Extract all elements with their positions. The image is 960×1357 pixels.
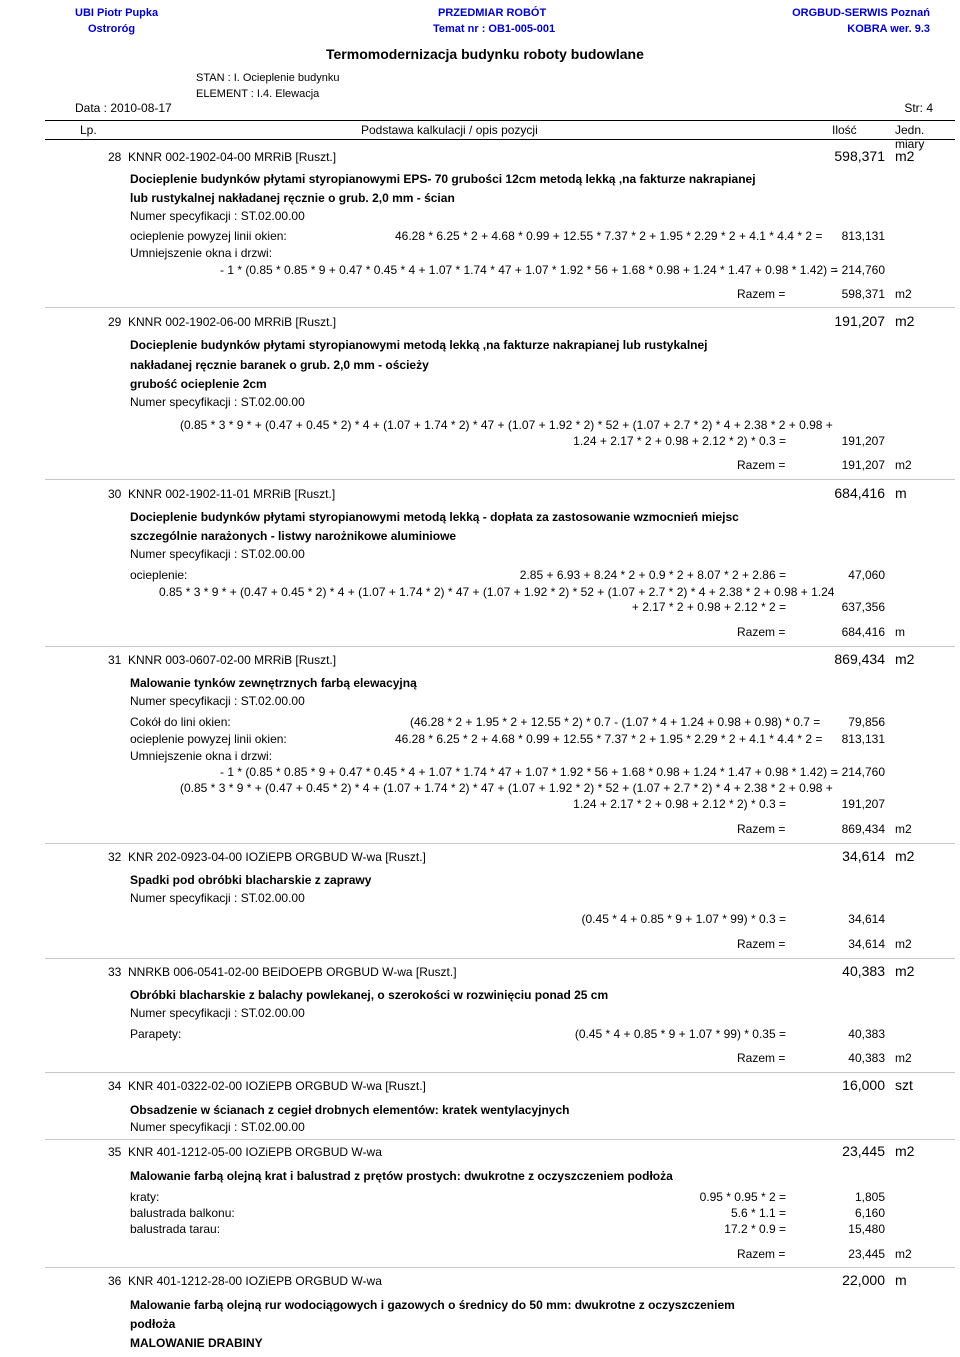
position-unit: m2 [895,651,915,667]
measure-expression: (0.45 * 4 + 0.85 * 9 + 1.07 * 99) * 0.35 = [574,1027,786,1041]
position-unit: m2 [895,1143,915,1159]
spec-number: Numer specyfikacji : ST.02.00.00 [130,547,305,561]
position-code: KNR 401-1212-05-00 IOZiEPB ORGBUD W-wa [128,1145,382,1159]
position-description: Docieplenie budynków płytami styropianowymi EPS- 70 grubości 12cm metodą lekką ,na fakturze nakrapianej [130,172,756,186]
total-label: Razem = [737,1051,786,1065]
position-number: 34 [108,1079,122,1093]
position-number: 30 [108,487,122,501]
measure-expression: 46.28 * 6.25 * 2 + 4.68 * 0.99 + 12.55 * 7.37 * 2 + 1.95 * 2.29 * 2 + 4.1 * 4.4 * 2 = [395,732,823,746]
position-unit: m [895,485,907,501]
measure-value: 191,207 [841,434,885,448]
position-description-cont: podłoża [130,1317,176,1331]
position-code: KNNR 002-1902-04-00 MRRiB [Ruszt.] [128,150,337,164]
spec-number: Numer specyfikacji : ST.02.00.00 [130,395,305,409]
row-divider [45,479,955,480]
total-unit: m2 [895,287,912,301]
row-divider [45,958,955,959]
measure-value: 1,805 [854,1190,885,1204]
measure-value: 637,356 [841,600,885,614]
document-type: PRZEDMIAR ROBÓT [438,7,547,19]
measure-label: balustrada balkonu: [130,1206,235,1220]
measure-value: 47,060 [848,568,885,582]
total-value: 23,445 [848,1247,885,1261]
position-number: 29 [108,315,122,329]
position-description-cont: nakładanej ręcznie baranek o grub. 2,0 mm - ościeży [130,358,429,372]
software-version: KOBRA wer. 9.3 [847,23,930,35]
measure-value: 191,207 [841,797,885,811]
measure-expression: (0.85 * 3 * 9 * + (0.47 + 0.45 * 2) * 4 + (1.07 + 1.74 * 2) * 47 + (1.07 + 1.92 * 2) * 52 + (1.07 + 2.7 * 2) * 4 + 2.38 * 2 + 0.98 + [180,418,833,432]
position-description: Malowanie farbą olejną krat i balustrad z prętów prostych: dwukrotne z oczyszczeniem podłoża [130,1169,673,1183]
position-number: 33 [108,965,122,979]
position-description: Spadki pod obróbki blacharskie z zaprawy [130,873,372,887]
position-description: Malowanie tynków zewnętrznych farbą elewacyjną [130,676,417,690]
position-description: Docieplenie budynków płytami styropianowymi metodą lekką ,na fakturze nakrapianej lub rustykalnej [130,338,708,352]
col-lp: Lp. [80,123,97,137]
total-label: Razem = [737,625,786,639]
measure-label: balustrada tarau: [130,1222,221,1236]
measure-value: 813,131 [841,732,885,746]
position-description-note: grubość ocieplenie 2cm [130,377,267,391]
measure-label: Umniejszenie okna i drzwi: [130,246,273,260]
position-description-cont: szczególnie narażonych - listwy narożnikowe aluminiowe [130,529,457,543]
position-quantity: 16,000 [842,1077,885,1093]
position-unit: m2 [895,848,915,864]
total-value: 40,383 [848,1051,885,1065]
position-description: Obróbki blacharskie z balachy powlekanej, o szerokości w rozwinięciu ponad 25 cm [130,988,609,1002]
position-quantity: 191,207 [834,313,885,329]
position-quantity: 34,614 [842,848,885,864]
position-description-note: MALOWANIE DRABINY [130,1336,263,1350]
position-code: KNNR 002-1902-11-01 MRRiB [Ruszt.] [128,487,336,501]
row-divider [45,1267,955,1268]
position-code: KNNR 002-1902-06-00 MRRiB [Ruszt.] [128,315,337,329]
position-code: KNNR 003-0607-02-00 MRRiB [Ruszt.] [128,653,337,667]
position-unit: m2 [895,148,915,164]
position-number: 28 [108,150,122,164]
position-quantity: 598,371 [834,148,885,164]
total-unit: m2 [895,458,912,472]
spec-number: Numer specyfikacji : ST.02.00.00 [130,1006,305,1020]
position-quantity: 684,416 [834,485,885,501]
total-unit: m2 [895,937,912,951]
topic-number: Temat nr : OB1-005-001 [433,23,556,35]
measure-expression-cont: + 2.17 * 2 + 0.98 + 2.12 * 2 = [631,600,786,614]
position-quantity: 22,000 [842,1272,885,1288]
company-name: UBI Piotr Pupka [75,7,159,19]
position-quantity: 869,434 [834,651,885,667]
total-value: 598,371 [841,287,885,301]
position-number: 36 [108,1274,122,1288]
software-vendor: ORGBUD-SERWIS Poznań [792,7,930,19]
measure-expression: 5.6 * 1.1 = [730,1206,786,1220]
position-code: KNR 401-1212-28-00 IOZiEPB ORGBUD W-wa [128,1274,382,1288]
element-label: ELEMENT : I.4. Elewacja [196,88,320,100]
spec-number: Numer specyfikacji : ST.02.00.00 [130,1120,305,1134]
page-title: Termomodernizacja budynku roboty budowlane [326,46,644,62]
position-description: Docieplenie budynków płytami styropianowymi metodą lekką - dopłata za zastosowanie wzmocnień miejsc [130,510,739,524]
row-divider [45,646,955,647]
position-unit: szt [895,1077,913,1093]
position-description-cont: lub rustykalnej nakładanej ręcznie o grub. 2,0 mm - ścian [130,191,455,205]
measure-expression: (0.45 * 4 + 0.85 * 9 + 1.07 * 99) * 0.3 = [581,912,786,926]
total-label: Razem = [737,822,786,836]
position-code: KNR 401-0322-02-00 IOZiEPB ORGBUD W-wa [Ruszt.] [128,1079,426,1093]
measure-label: Umniejszenie okna i drzwi: [130,749,273,763]
page-number: Str: 4 [904,101,933,115]
column-header-row [45,120,955,151]
position-number: 35 [108,1145,122,1159]
position-unit: m [895,1272,907,1288]
total-value: 191,207 [841,458,885,472]
row-divider [45,1072,955,1073]
measure-expression: 0.95 * 0.95 * 2 = [699,1190,786,1204]
position-number: 32 [108,850,122,864]
position-quantity: 23,445 [842,1143,885,1159]
measure-value: 15,480 [848,1222,885,1236]
measure-label: kraty: [130,1190,160,1204]
measure-expression: - 1 * (0.85 * 0.85 * 9 + 0.47 * 0.45 * 4 + 1.07 * 1.74 * 47 + 1.07 * 1.92 * 56 + 1.68 * 0.98 + 1.24 * 1.47 + 0.98 * 1.42) = [220,263,838,277]
position-quantity: 40,383 [842,963,885,979]
total-label: Razem = [737,287,786,301]
total-value: 684,416 [841,625,885,639]
measure-label: Parapety: [130,1027,182,1041]
measure-expression-cont: 1.24 + 2.17 * 2 + 0.98 + 2.12 * 2) * 0.3 = [573,797,786,811]
position-number: 31 [108,653,122,667]
measure-expression: 0.85 * 3 * 9 * + (0.47 + 0.45 * 2) * 4 + (1.07 + 1.74 * 2) * 47 + (1.07 + 1.92 * 2) * 52 + (1.07 + 2.7 * 2) * 4 + 2.38 * 2 + 0.98 + 1.24 [159,585,835,599]
col-jedn: Jedn. miary [895,123,925,151]
total-unit: m2 [895,1247,912,1261]
measure-value: 34,614 [848,912,885,926]
spec-number: Numer specyfikacji : ST.02.00.00 [130,694,305,708]
measure-expression-cont: 1.24 + 2.17 * 2 + 0.98 + 2.12 * 2) * 0.3 = [573,434,786,448]
measure-value: 40,383 [848,1027,885,1041]
measure-expression: (46.28 * 2 + 1.95 * 2 + 12.55 * 2) * 0.7 - (1.07 * 4 + 1.24 + 0.98 + 0.98) * 0.7 = [410,715,821,729]
stan-label: STAN : I. Ocieplenie budynku [196,72,340,84]
measure-value: - 214,760 [834,263,885,277]
measure-expression: 17.2 * 0.9 = [724,1222,786,1236]
total-label: Razem = [737,1247,786,1261]
measure-label: ocieplenie powyzej linii okien: [130,732,287,746]
document-date: Data : 2010-08-17 [75,101,172,115]
total-value: 34,614 [848,937,885,951]
measure-label: Cokół do lini okien: [130,715,231,729]
total-label: Razem = [737,937,786,951]
position-unit: m2 [895,963,915,979]
row-divider [45,1139,955,1140]
position-description: Malowanie farbą olejną rur wodociągowych i gazowych o średnicy do 50 mm: dwukrotne z oczyszczeniem [130,1298,735,1312]
col-podstawa: Podstawa kalkulacji / opis pozycji [361,123,538,137]
measure-value: 813,131 [841,229,885,243]
measure-expression: - 1 * (0.85 * 0.85 * 9 + 0.47 * 0.45 * 4 + 1.07 * 1.74 * 47 + 1.07 * 1.92 * 56 + 1.68 * 0.98 + 1.24 * 1.47 + 0.98 * 1.42) = [220,765,838,779]
measure-value: - 214,760 [834,765,885,779]
total-value: 869,434 [841,822,885,836]
position-code: NNRKB 006-0541-02-00 BEiDOEPB ORGBUD W-wa [Ruszt.] [128,965,457,979]
col-ilosc: Ilość [832,123,857,137]
spec-number: Numer specyfikacji : ST.02.00.00 [130,209,305,223]
position-code: KNR 202-0923-04-00 IOZiEPB ORGBUD W-wa [Ruszt.] [128,850,426,864]
total-label: Razem = [737,458,786,472]
measure-expression: (0.85 * 3 * 9 * + (0.47 + 0.45 * 2) * 4 + (1.07 + 1.74 * 2) * 47 + (1.07 + 1.92 * 2) * 52 + (1.07 + 2.7 * 2) * 4 + 2.38 * 2 + 0.98 + [180,781,833,795]
row-divider [45,307,955,308]
total-unit: m2 [895,1051,912,1065]
measure-label: ocieplenie powyzej linii okien: [130,229,287,243]
position-unit: m2 [895,313,915,329]
row-divider [45,843,955,844]
total-unit: m [895,625,905,639]
position-description: Obsadzenie w ścianach z cegieł drobnych elementów: kratek wentylacyjnych [130,1103,570,1117]
total-unit: m2 [895,822,912,836]
measure-value: 79,856 [848,715,885,729]
measure-expression: 46.28 * 6.25 * 2 + 4.68 * 0.99 + 12.55 * 7.37 * 2 + 1.95 * 2.29 * 2 + 4.1 * 4.4 * 2 = [395,229,823,243]
measure-expression: 2.85 + 6.93 + 8.24 * 2 + 0.9 * 2 + 8.07 * 2 + 2.86 = [519,568,786,582]
measure-label: ocieplenie: [130,568,188,582]
company-city: Ostroróg [88,23,136,35]
spec-number: Numer specyfikacji : ST.02.00.00 [130,891,305,905]
measure-value: 6,160 [854,1206,885,1220]
